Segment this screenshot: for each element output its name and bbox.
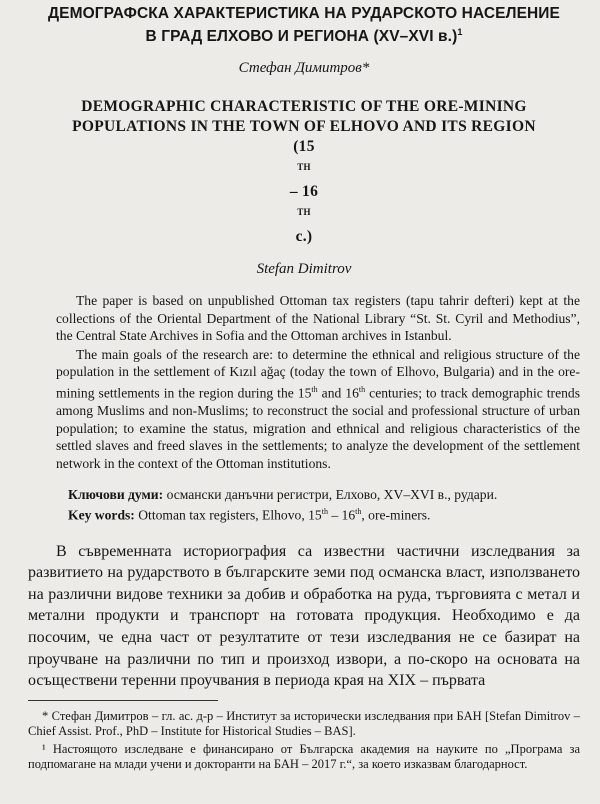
keywords-english-text-a: Ottoman tax registers, Elhovo, 15 <box>134 507 322 523</box>
title-english-line3-a: (15 <box>293 138 315 156</box>
title-english-sup1: TH <box>297 162 311 173</box>
abstract-p2-a: The main goals of the research are: to determine the ethnical and religious structure of the population in the settlement of Kızıl ağaç (today the town of Elhovo, Bulgaria) and in the ore-mining settlements in the region during the 15 <box>56 346 580 401</box>
title-bulgarian-line2 <box>28 23 580 46</box>
title-english-line1: DEMOGRAPHIC CHARACTERISTIC OF THE ORE-MINING <box>81 98 527 116</box>
keywords-english-text-c: , ore-miners. <box>361 507 431 523</box>
body-paragraph: В съвременната историография са известни частични изследвания за развитието на рударството в българските земи под османска власт, използването на различни видове техники за добив и обработка на руда, търговията с метал и метални продукти и транспорт на готовата продукция. Необходимо е да посочим, че една част от резултатите от тези изследвания не се базират на проучване на различни по тип и произход извори, а по-скоро на основата на осъществени теренни проучвания в периода края на XIX – първата <box>28 542 580 690</box>
title-english-line3-c: c.) <box>295 228 313 246</box>
title-bulgarian-line2-text: В ГРАД ЕЛХОВО И РЕГИОНА (XV–XVI в.) <box>145 28 458 46</box>
keywords-english-label: Key words: <box>68 507 135 523</box>
keywords-english-sup2: th <box>355 507 362 516</box>
keywords-bulgarian <box>56 486 580 503</box>
title-english <box>28 97 580 247</box>
footnote-divider <box>28 700 218 701</box>
body-text <box>28 541 580 692</box>
abstract-p2-sup1: th <box>311 384 318 394</box>
title-english-line3 <box>28 137 580 247</box>
keywords-bulgarian-text: османски данъчни регистри, Елхово, XV–XVI в., рудари. <box>163 487 498 502</box>
abstract-paragraph-2 <box>56 346 580 472</box>
title-english-sup2: TH <box>297 207 311 218</box>
footnotes <box>28 709 580 773</box>
abstract-p2-sup2: th <box>358 384 366 394</box>
abstract <box>28 292 580 472</box>
title-english-line3-b: – 16 <box>289 183 319 201</box>
keywords-english <box>56 503 580 524</box>
title-bulgarian <box>28 4 580 46</box>
footnote-author: * Стефан Димитров – гл. ас. д-р – Институт за исторически изследвания при БАН [Stefan Dimitrov – Chief Assist. Prof., PhD – Institute for Historical Studies – BAS]. <box>28 708 580 739</box>
keywords-english-text-b: – 16 <box>327 507 356 523</box>
title-footnote-mark: 1 <box>457 27 463 37</box>
footnote-funding: ¹ Настоящото изследване е финансирано от Българска академия на науките по „Програма за подпомагане на млади учени и докторанти на БАН – 2017 г.“, за което изказвам благодарност. <box>28 741 580 772</box>
title-english-line2: POPULATIONS IN THE TOWN OF ELHOVO AND ITS REGION <box>72 118 536 136</box>
author-bulgarian: Стефан Димитров* <box>238 60 370 77</box>
keywords-block <box>28 486 580 524</box>
author-english: Stefan Dimitrov <box>256 261 352 278</box>
abstract-p2-c: centuries; to track demographic trends among Muslims and non-Muslims; to reconstruct the social and professional structure of urban population; to examine the status, migration and ethnical and religious characteristics of the settled slaves and freed slaves in the settlements; to analyze the development of the settlement network in the context of the Ottoman institutions. <box>56 385 580 471</box>
paper-page <box>0 4 600 804</box>
keywords-bulgarian-label: Ключови думи: <box>68 487 164 502</box>
title-bulgarian-line1: ДЕМОГРАФСКА ХАРАКТЕРИСТИКА НА РУДАРСКОТО НАСЕЛЕНИЕ <box>48 5 560 22</box>
abstract-p2-b: and 16 <box>317 385 359 401</box>
keywords-english-sup1: th <box>321 507 328 516</box>
abstract-paragraph-1: The paper is based on unpublished Ottoman tax registers (tapu tahrir defteri) kept at the collections of the Oriental Department of the National Library “St. St. Cyril and Methodius”, the Central State Archives in Sofia and the Ottoman archives in Istanbul. <box>56 293 580 344</box>
